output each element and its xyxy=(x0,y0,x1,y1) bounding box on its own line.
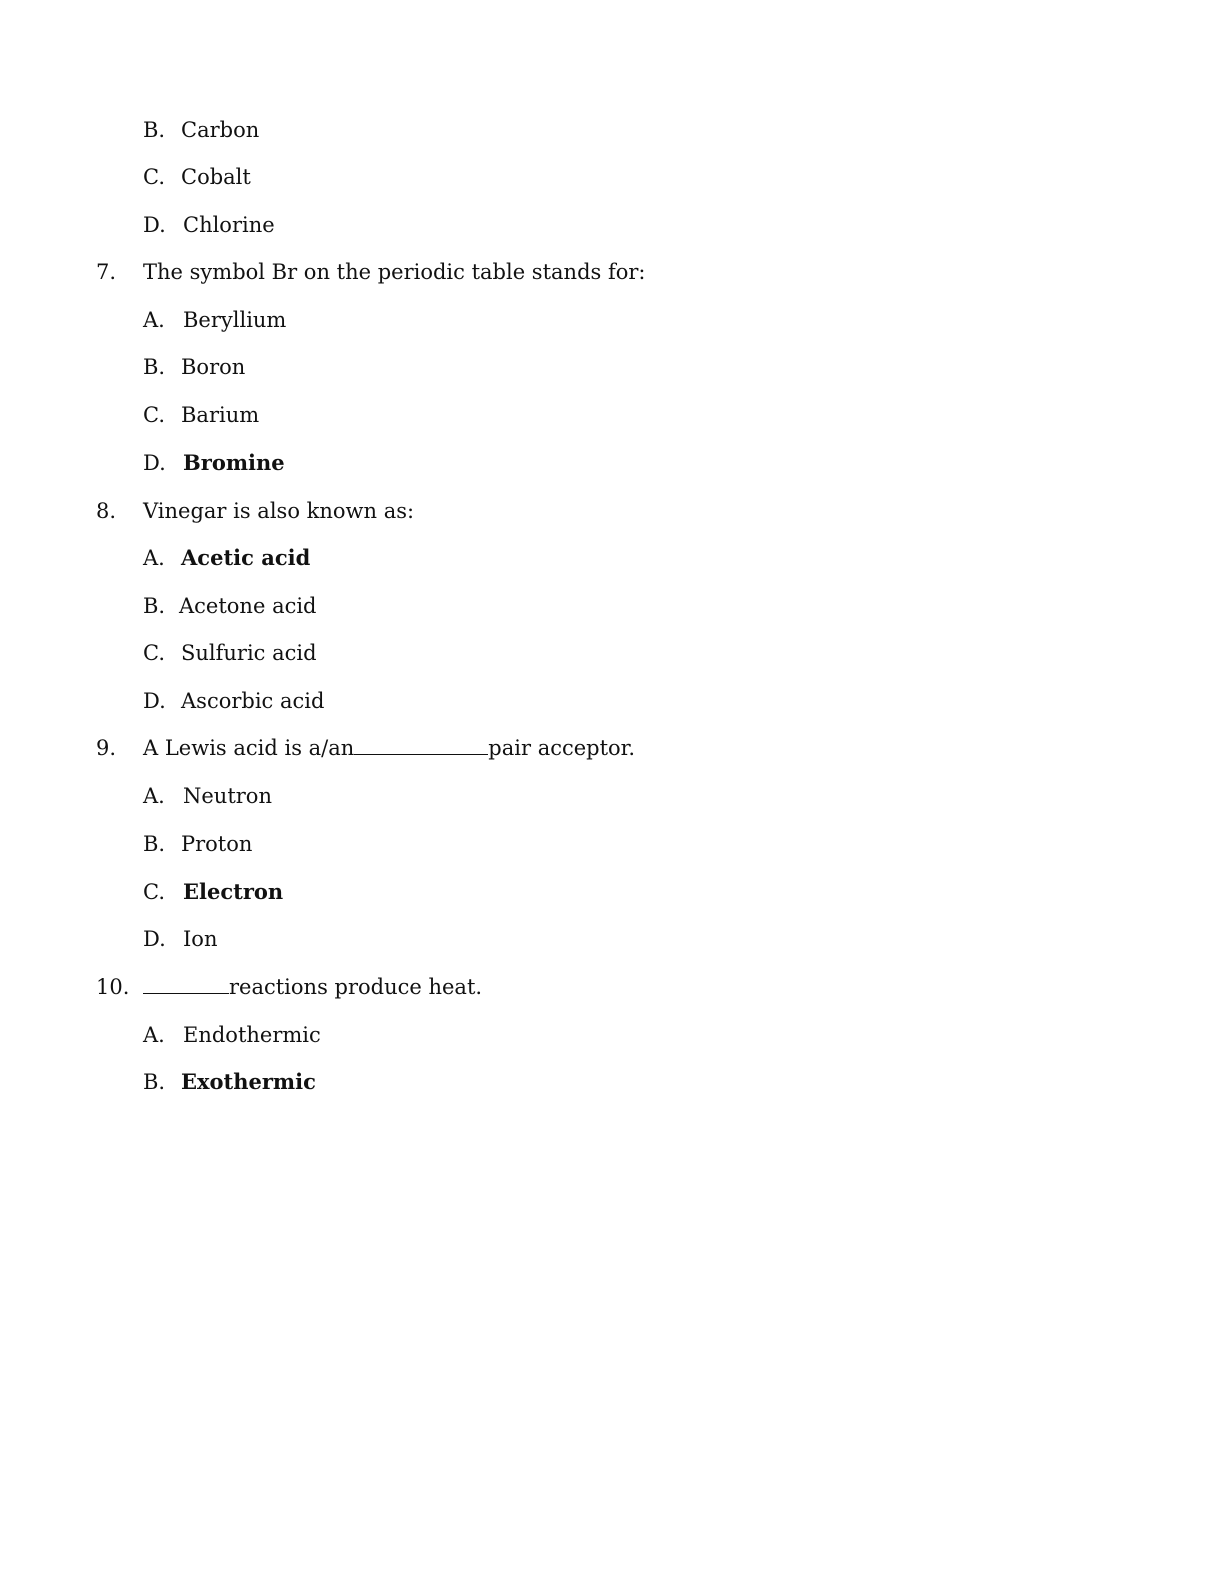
option-letter: D. xyxy=(143,689,166,713)
option-letter: A. xyxy=(143,784,165,808)
option-text: Cobalt xyxy=(181,165,251,189)
option-text-correct: Exothermic xyxy=(181,1069,316,1094)
question-text: Vinegar is also known as: xyxy=(143,499,415,523)
question-text: The symbol Br on the periodic table stands for: xyxy=(143,260,646,284)
option-letter: D. xyxy=(143,451,166,475)
option-letter: D. xyxy=(143,927,166,951)
question-text-after: pair acceptor. xyxy=(488,736,636,760)
option-letter: C. xyxy=(143,641,165,665)
question-text-after: reactions produce heat. xyxy=(229,975,483,999)
option-text: Carbon xyxy=(181,118,260,142)
option-letter: A. xyxy=(143,546,165,570)
option-letter: C. xyxy=(143,880,165,904)
answer-blank xyxy=(354,734,488,755)
option-text: Endothermic xyxy=(183,1023,321,1047)
question-text xyxy=(143,973,482,1001)
question-text-before: A Lewis acid is a/an xyxy=(143,736,355,760)
option-text: Barium xyxy=(181,403,260,427)
question-number: 7. xyxy=(96,260,117,284)
question-text xyxy=(143,734,635,762)
question-number: 8. xyxy=(96,499,117,523)
option-letter: B. xyxy=(143,832,166,856)
option-text: Acetone acid xyxy=(179,594,317,618)
option-letter: B. xyxy=(143,1070,166,1094)
option-letter: C. xyxy=(143,165,165,189)
option-letter: B. xyxy=(143,118,166,142)
option-text: Proton xyxy=(181,832,253,856)
answer-blank xyxy=(143,973,229,994)
option-text: Sulfuric acid xyxy=(181,641,317,665)
option-letter: D. xyxy=(143,213,166,237)
option-text: Neutron xyxy=(183,784,272,808)
option-letter: B. xyxy=(143,594,166,618)
option-text: Ascorbic acid xyxy=(181,689,325,713)
option-letter: A. xyxy=(143,308,165,332)
question-number: 9. xyxy=(96,736,117,760)
option-letter: C. xyxy=(143,403,165,427)
option-text-correct: Electron xyxy=(183,879,284,904)
option-text-correct: Bromine xyxy=(183,450,285,475)
option-text: Chlorine xyxy=(183,213,275,237)
option-letter: B. xyxy=(143,355,166,379)
question-number: 10. xyxy=(96,975,130,999)
option-letter: A. xyxy=(143,1023,165,1047)
option-text: Ion xyxy=(183,927,218,951)
option-text: Boron xyxy=(181,355,246,379)
option-text: Beryllium xyxy=(183,308,287,332)
option-text-correct: Acetic acid xyxy=(181,545,311,570)
